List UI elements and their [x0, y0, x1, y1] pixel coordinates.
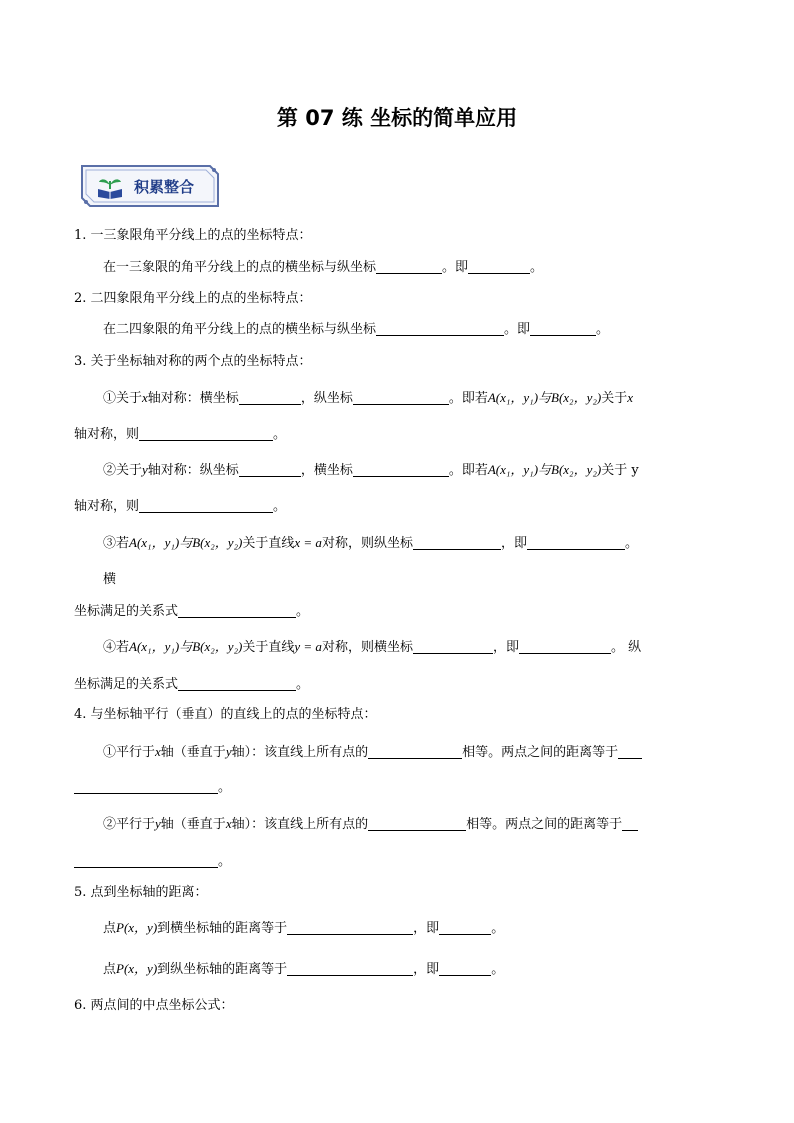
item-3-3-cont: 坐标满足的关系式 。 — [74, 604, 310, 619]
item-2-text: 在二四象限的角平分线上的点的横坐标与纵坐标 。即 。 — [103, 322, 610, 337]
answer-blank — [376, 321, 504, 336]
answer-blank — [376, 259, 442, 274]
answer-blank — [368, 744, 462, 759]
answer-blank — [287, 920, 413, 935]
badge-label: 积累整合 — [134, 178, 195, 196]
item-2-heading: 2. 二四象限角平分线上的点的坐标特点： — [74, 291, 312, 306]
item-3-1-text: ①关于x轴对称：横坐标 ，纵坐标 。即若A(x₁，y₁)与B(x₂，y₂)关于x — [103, 390, 633, 406]
answer-blank — [139, 498, 273, 513]
answer-blank — [74, 779, 218, 794]
item-4-2-text: ②平行于y轴（垂直于x轴）：该直线上所有点的 相等。两点之间的距离等于 — [103, 815, 638, 834]
answer-blank — [439, 920, 491, 935]
section-badge — [78, 160, 222, 212]
page-title: 第 07 练 坐标的简单应用 — [276, 106, 518, 130]
item-3-4-text: ④若A(x₁，y₁)与B(x₂，y₂)关于直线y = a对称，则横坐标 ，即 。 纵 — [103, 639, 642, 655]
answer-blank — [622, 816, 638, 831]
item-6-heading: 6. 两点间的中点坐标公式： — [74, 998, 234, 1013]
item-3-3-text: ③若A(x₁，y₁)与B(x₂，y₂)关于直线x = a对称，则纵坐标 ，即 。 — [103, 535, 638, 551]
item-1-heading: 1. 一三象限角平分线上的点的坐标特点： — [74, 228, 312, 243]
answer-blank — [287, 961, 413, 976]
answer-blank — [618, 744, 642, 759]
answer-blank — [527, 535, 625, 550]
answer-blank — [353, 462, 449, 477]
answer-blank — [468, 259, 530, 274]
item-5-line-1: 点P(x，y)到横坐标轴的距离等于 ，即 。 — [103, 920, 505, 936]
answer-blank — [353, 390, 449, 405]
answer-blank — [519, 639, 611, 654]
item-3-3-wrap: 横 — [103, 572, 117, 587]
item-3-2-text: ②关于y轴对称：纵坐标 ，横坐标 。即若A(x₁，y₁)与B(x₂，y₂)关于 y — [103, 462, 639, 478]
answer-blank — [239, 462, 301, 477]
item-1-text: 在一三象限的角平分线上的点的横坐标与纵坐标 。即 。 — [103, 260, 544, 275]
item-3-1-cont: 轴对称，则 。 — [74, 427, 287, 442]
answer-blank — [178, 676, 296, 691]
item-3-4-cont: 坐标满足的关系式 。 — [74, 677, 310, 692]
answer-blank — [139, 426, 273, 441]
item-3-2-cont: 轴对称，则 。 — [74, 499, 287, 514]
item-3-heading: 3. 关于坐标轴对称的两个点的坐标特点： — [74, 354, 312, 369]
item-4-1-text: ①平行于x轴（垂直于y轴）：该直线上所有点的 相等。两点之间的距离等于 — [103, 743, 642, 762]
answer-blank — [178, 603, 296, 618]
item-5-heading: 5. 点到坐标轴的距离： — [74, 885, 208, 900]
book-plant-icon — [96, 173, 124, 199]
item-4-2-cont: 。 — [74, 853, 231, 871]
answer-blank — [368, 816, 466, 831]
item-5-line-2: 点P(x，y)到纵坐标轴的距离等于 ，即 。 — [103, 961, 505, 977]
answer-blank — [439, 961, 491, 976]
answer-blank — [530, 321, 596, 336]
answer-blank — [413, 535, 501, 550]
item-4-1-cont: 。 — [74, 779, 231, 797]
answer-blank — [413, 639, 493, 654]
answer-blank — [74, 853, 218, 868]
item-4-heading: 4. 与坐标轴平行（垂直）的直线上的点的坐标特点： — [74, 707, 377, 722]
answer-blank — [239, 390, 301, 405]
